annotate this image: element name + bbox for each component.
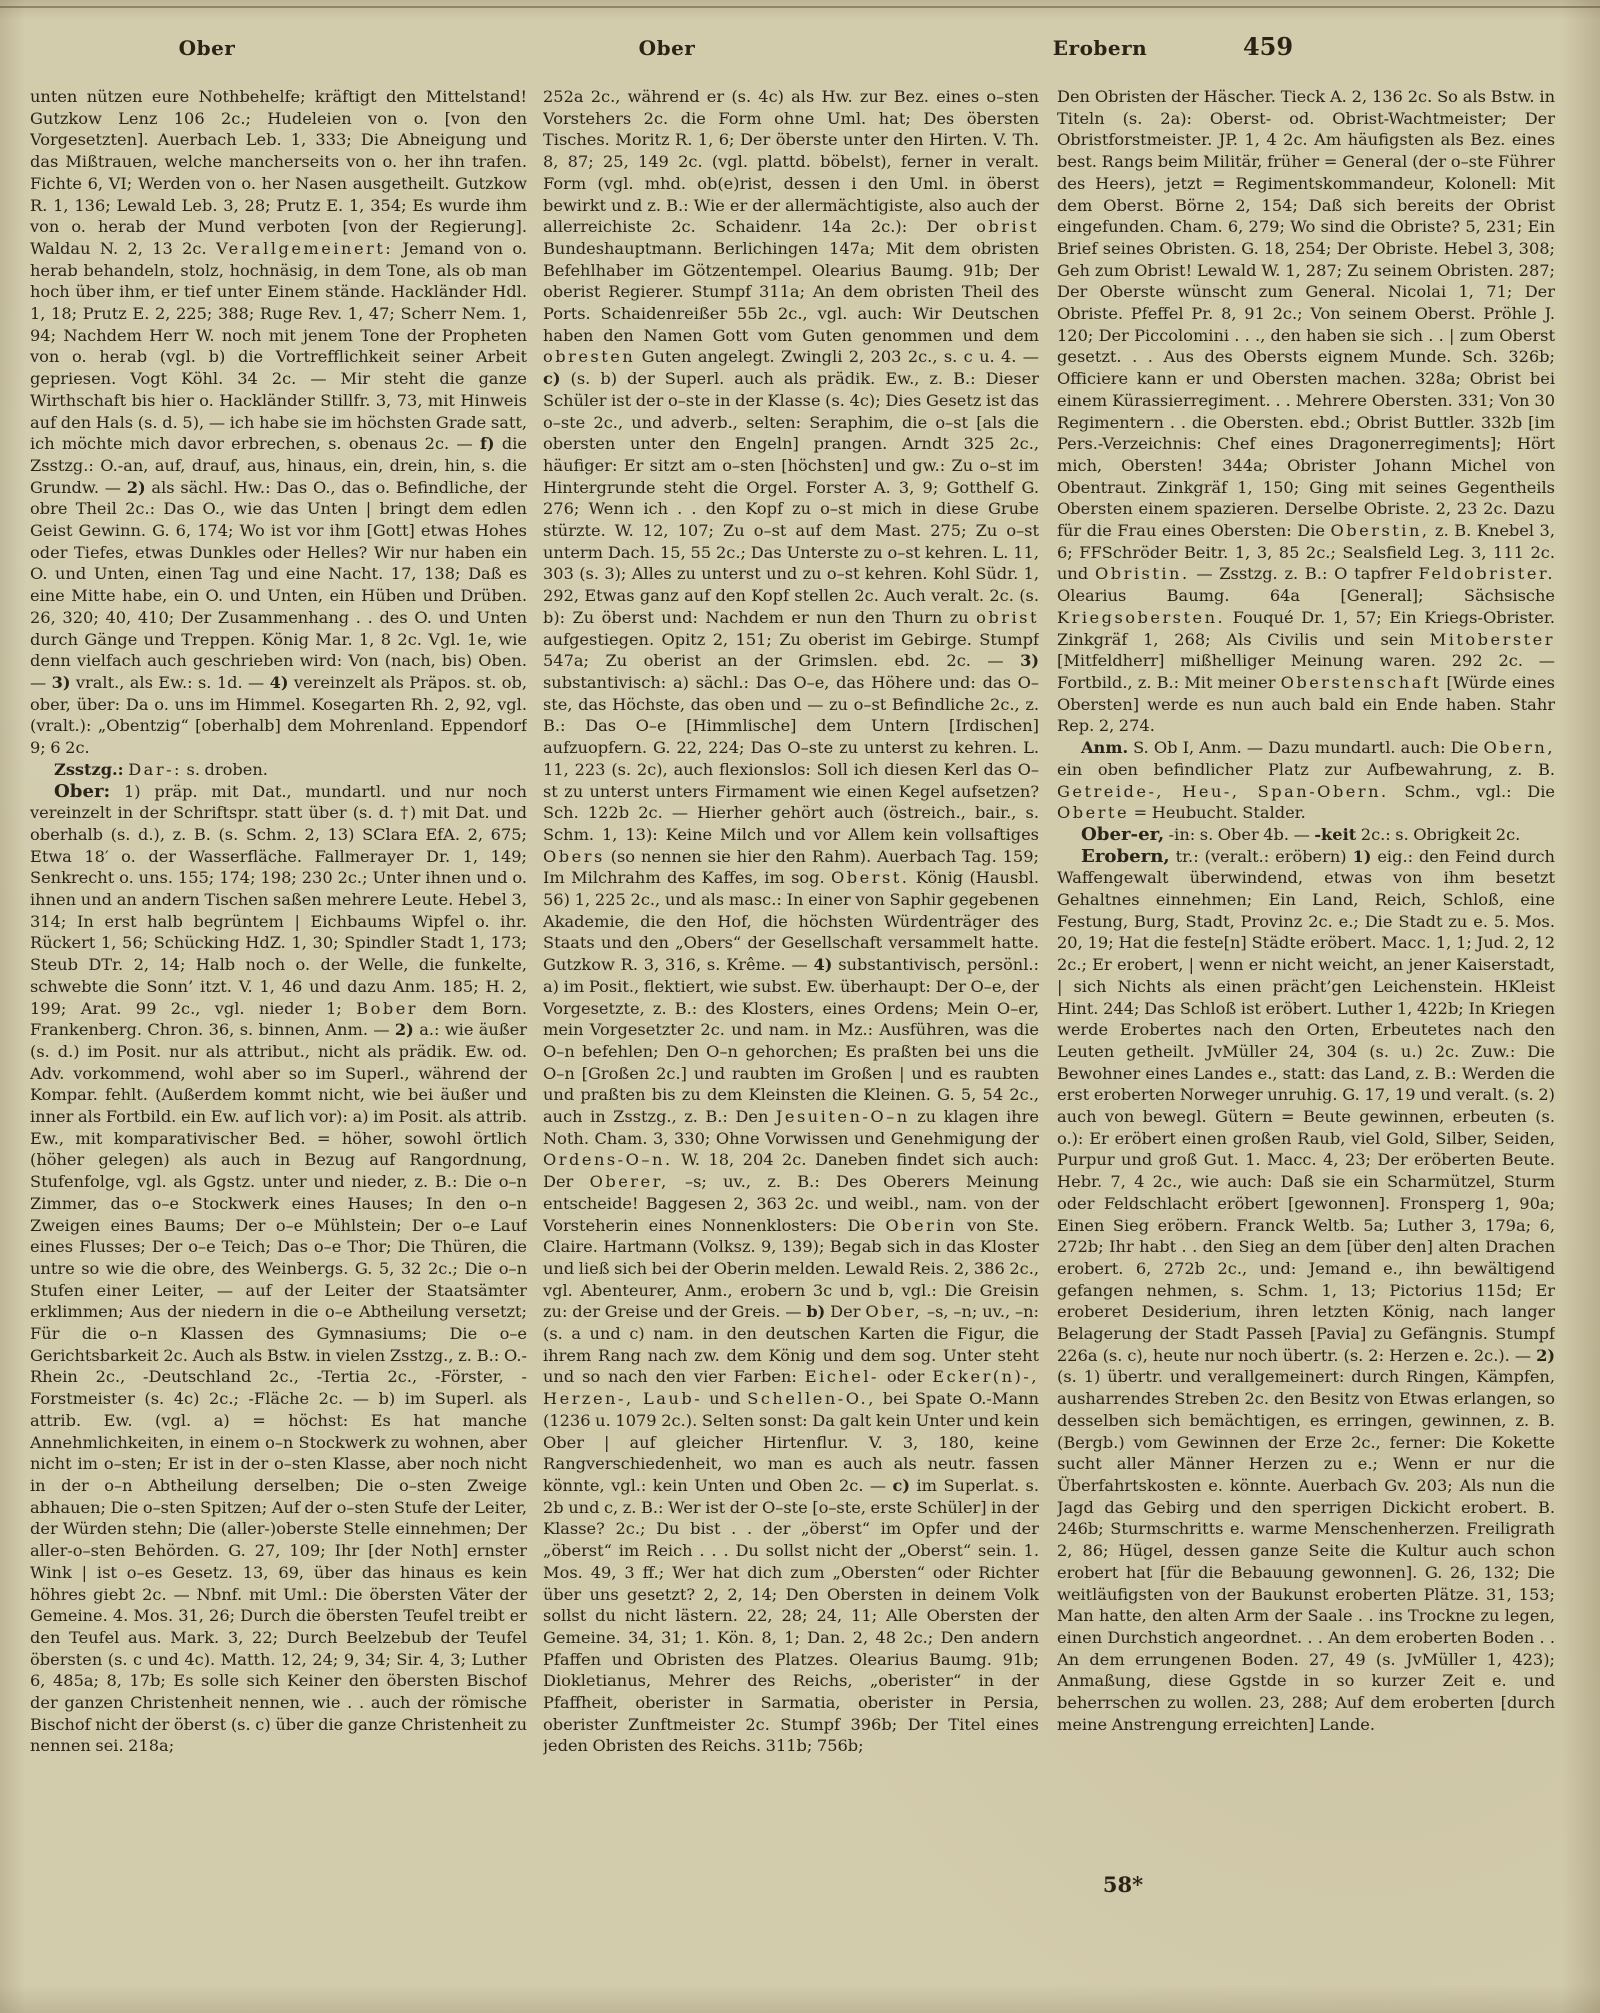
text-segment: tr.: (veralt.: eröbern) — [1169, 846, 1353, 866]
text-segment: Jesuiten-O–n — [775, 1107, 910, 1127]
text-column-1 — [30, 86, 527, 1878]
text-segment: Dar-: — [128, 759, 182, 779]
text-segment: obrist — [976, 217, 1039, 237]
text-segment: Mitoberster — [1429, 629, 1555, 649]
paragraph — [30, 781, 527, 1758]
text-segment: W. 18, 204 2c. Daneben findet sich auch: Der — [543, 1150, 1039, 1192]
text-segment: = Heubucht. Stalder. — [1129, 803, 1306, 823]
text-segment: c) — [892, 1476, 911, 1495]
text-segment: [Mitfeldherr] mißhelliger Meinung waren. 292 2c. — Fortbild., z. B.: Mit meiner — [1057, 651, 1555, 692]
text-segment: Oberstin, — [1330, 521, 1430, 541]
text-segment: substantivisch, persönl.: a) im Posit., flektiert, wie subst. Ew. überhaupt: Der O–e, der Vorgesetzte, z. B.: des Klosters, eines Ordens; Mein O–er, mein Vorgesetzter 2c. und nam. in Mz.: Ausführen, was die O–n befehlen; Den O–n gehorchen; Es praßten bei uns die O–n [Großen 2c.] und raubten im Großen | und es raubten und praßten bis zu dem Kleinsten die Kleinen. G. 5, 54 2c., auch in Zsstzg., z. B.: Den — [543, 955, 1039, 1127]
text-segment: Zsstzg.: — [54, 759, 124, 779]
text-segment: vralt., als Ew.: s. 1d. — — [70, 672, 270, 692]
entry-headword: Ober: — [54, 780, 111, 802]
text-segment: Oberstenschaft — [1280, 672, 1442, 692]
text-segment: Guten angelegt. Zwingli 2, 203 2c., s. c u. 4. — — [635, 347, 1039, 367]
text-segment: Bundeshauptmann. Berlichingen 147a; Mit dem obristen Befehlhaber im Götzentempel. Olearius Baumg. 91b; Der oberist Regierer. Stumpf 311a; An dem obristen Theil des Ports. Schaidenreißer 55b 2c., vgl. auch: Wir Deutschen haben den Namen Gott vom Guten genommen und dem — [543, 238, 1039, 345]
text-segment: unten nützen eure Nothbehelfe; kräftigt den Mittelstand! Gutzkow Lenz 106 2c.; Hudeleien von o. [von den Vorgesetzten]. Auerbach Leb. 1, 333; Die Abneigung und das Mißtrauen, welche mancherseits von o. her ihn trafen. Fichte 6, VI; Werden von o. her Nasen ausgetheilt. Gutzkow R. 1, 136; Lewald Leb. 3, 28; Prutz E. 1, 354; Es wurde ihm von o. herab der Mund verboten [von der Regierung]. Waldau N. 2, 13 2c. — [30, 87, 527, 258]
text-segment: vereinzelt als Präpos. st. ob, ober, über: Da o. uns im Himmel. Kosegarten Rh. 2, 92, vgl. (vralt.): „Obentzig“ [oberhalb] dem Mohrenland. Eppendorf 9; 6 2c. — [30, 672, 527, 758]
paragraph — [543, 86, 1039, 1757]
text-segment: dem Born. Frankenberg. Chron. 36, s. binnen, Anm. — — [30, 998, 527, 1040]
paragraph — [30, 759, 527, 781]
text-segment: obresten — [543, 347, 636, 367]
paragraph — [1057, 86, 1555, 737]
text-segment: aufgestiegen. Opitz 2, 151; Zu oberist im Gebirge. Stumpf 547a; Zu oberist an der Grimslen. ebd. 2c. — — [543, 629, 1039, 671]
scan-top-edge-shadow — [0, 6, 1600, 8]
text-segment: Obers — [543, 846, 605, 866]
text-segment: [Würde eines Obersten] werde es nun auch bald ein Ende haben. Stahr Rep. 2, 274. — [1057, 672, 1555, 736]
text-segment: oder — [879, 1367, 933, 1387]
text-segment: von Ste. Claire. Hartmann (Volksz. 9, 139); Begab sich in das Kloster und ließ sich bei der Oberin melden. Lewald Reis. 2, 386 2c., vgl. Abenteurer, Anm., erobern 3c und b, vgl.: Die Greisin zu: der Greise und der Greis. — — [543, 1215, 1039, 1322]
text-segment: die Zsstzg.: O.-an, auf, drauf, aus, hinaus, ein, drein, hin, s. die Grundw. — — [30, 434, 527, 497]
text-segment: Eichel- — [804, 1367, 879, 1387]
paragraph — [30, 86, 527, 759]
text-segment: eig.: den Feind durch Waffengewalt überwindend, etwas von ihm besetzt Gehaltnes einnehmen; Ein Land, Reich, Schloß, eine Festung, Burg, Stadt, Provinz 2c. e.; Die Stadt zu e. 5. Mos. 20, 19; Hat die feste[n] Städte eröbert. Macc. 1, 1; Jud. 2, 12 2c.; Er erobert, | wenn er nicht weicht, an jener Kaiserstadt, | sich Nichts als einen prächt’gen Leichenstein. HKleist Hint. 244; Das Schloß ist eröbert. Luther 1, 422b; In Kriegen werde Erobertes nach den Orten, Erbeutetes nach den Leuten getheilt. JvMüller 24, 304 (s. u.) 2c. Zuw.: Die Bewohner eines Landes e., statt: das Land, z. B.: Werden die erst eroberten Norweger unruhig. G. 17, 19 und veralt. (s. 2) auch von bewegl. Gütern = Beute gewinnen, erbeuten (s. o.): Er eröbert einen großen Raub, viel Gold, Silber, Seiden, Purpur und groß Gut. 1. Macc. 4, 23; Der eröberten Beute. Hebr. 7, 4 2c., wie auch: Daß sie ein Scharmützel, Sturm oder Feldschlacht eröbert [gewonnen]. Fronsperg 1, 90a; Einen Sieg eröbern. Franck Weltb. 5a; Luther 3, 179a; 6, 272b; Ihr habt . . den Sieg an dem [über den] alten Drachen erobert. 6, 272b 2c., und: Jemand e., ihn bewältigend gefangen nehmen, s. Schm. 1, 13; Pictorius 115d; Er eroberet Desiderium, ihren letzten König, nach langer Belagerung der Stadt Passeh [Pavia] zu Gefängnis. Stumpf 226a (s. c), heute nur noch übertr. (s. 2: Herzen e. 2c.). — — [1057, 846, 1555, 1365]
text-segment: 2c.: s. Obrigkeit 2c. — [1356, 824, 1521, 844]
text-segment: Ordens-O–n. — [543, 1150, 673, 1170]
paragraph — [1057, 824, 1555, 846]
text-segment: Fouqué Dr. 1, 57; Ein Kriegs-Obrister. Zinkgräf 1, 268; Als Civilis und sein — [1057, 607, 1555, 649]
text-segment: Feldobrister. — [1418, 564, 1555, 584]
running-head-left: Ober — [178, 36, 236, 60]
text-segment: s. droben. — [182, 759, 268, 779]
page-number: 459 — [1242, 32, 1294, 61]
text-segment: Oberte — [1057, 803, 1130, 823]
text-segment: a.: wie äußer (s. d.) im Posit. nur als attribut., nicht als prädik. Ew. od. Adv. vorkommend, wohl aber so im Superl., während der Kompar. fehlt. (Außerdem kommt nicht, wie bei äußer und inner als Fortbild. ein Ew. auf lich vor): a) im Posit. als attrib. Ew., mit komparativischer Bed. = höher, sowohl örtlich (höher gelegen) als auch in Bezug auf Rangordnung, Stufenfolge, vgl. als Ggstz. unter und nieder, z. B.: Die o–n Zimmer, das o–e Stockwerk eines Hauses; In den o–n Zweigen eines Baums; Der o–e Mühlstein; Der o–e Lauf eines Flusses; Der o–e Teich; Das o–e Thor; Die Thüren, die untre so wie die obre, des Weinbergs. G. 5, 32 2c.; Die o–n Stufen einer Leiter, — auf der Leiter der Staatsämter erklimmen; Aus der niedern in die o–e Abtheilung versetzt; Für die o–n Klassen des Gymnasiums; Die o–e Gerichtsbarkeit 2c. Auch als Bstw. in vielen Zsstzg., z. B.: O.-Rhein 2c., -Deutschland 2c., -Tertia 2c., -Förster, -Forstmeister (s. 4c) 2c.; -Fläche 2c. — b) im Superl. als attrib. Ew. (vgl. a) = höchst: Es hat manche Annehmlichkeiten, in einem o–n Stockwerk zu wohnen, aber nicht im o–sten; Er ist in der o–sten Klasse, aber noch nicht in der o–n Abtheilung derselben; Die o–sten Zweige abhauen; Die o–sten Spitzen; Auf der o–sten Stufe der Leiter, der Würden stehn; Die (aller-)oberste Stelle einnehmen; Der aller-o–sten Behörden. G. 27, 109; Ihr [der Noth] ernster Wink | ist o–es Gesetz. 13, 69, über das hinaus es kein höhres giebt 2c. — Nbnf. mit Uml.: Die öbersten Väter der Gemeine. 4. Mos. 31, 26; Durch die öbersten Teufel treibt er den Teufel aus. Mark. 3, 22; Durch Beelzebub der Teufel öbersten (s. c und 4c). Matth. 12, 24; 9, 34; Sir. 4, 3; Luther 6, 485a; 8, 17b; Es solle sich Keiner den öbersten Bischof der ganzen Christenheit nennen, wie . . auch der römische Bischof nicht der öberst (s. c) über die ganze Christenheit zu nennen sei. 218a; — [30, 1020, 527, 1756]
text-column-3 — [1057, 86, 1555, 1878]
text-segment: Bober — [356, 998, 419, 1018]
running-head-center: Ober — [638, 36, 696, 60]
text-segment: als sächl. Hw.: Das O., das o. Befindliche, der obre Theil 2c.: Das O., wie das Unten | bringt dem edlen Geist Gewinn. G. 6, 174; Wo ist vor ihm [Gott] etwas Hohes oder Tiefes, etwas Dunkles oder Helles? Wir nur haben ein O. und Unten, einen Tag und eine Nacht. 17, 138; Daß es eine Mitte habe, ein O. und Unten, ein Hüben und Drüben. 26, 320; 40, 410; Der Zusammenhang . . des O. und Unten durch Gänge und Treppen. König Mar. 1, 8 2c. Vgl. 1e, wie denn vielfach auch geschrieben wird: Von (nach, bis) Oben. — — [30, 477, 527, 692]
paragraph — [1057, 846, 1555, 1736]
text-segment: 1) präp. mit Dat., mundartl. und nur noch vereinzelt in der Schriftspr. statt über (s. d. †) mit Dat. und oberhalb (s. d.), z. B. (s. Schm. 2, 13) SClara EfA. 2, 675; Etwa 18′ o. der Wasserfläche. Fallmerayer Dr. 1, 149; Senkrecht o. uns. 155; 174; 198; 230 2c.; Unter ihnen und o. ihnen und an andern Tischen saßen mehrere Leute. Hebel 3, 314; In erst halb begrüntem | Eichbaums Wipfel o. ihr. Rückert 1, 56; Schücking HdZ. 1, 30; Spindler Stadt 1, 173; Steub DTr. 2, 14; Halb noch o. der Welle, die funkelte, schwebte die Sonn’ itzt. V. 1, 46 und dazu Anm. 185; H. 2, 199; Arat. 99 2c., vgl. nieder 1; — [30, 781, 527, 1018]
text-segment: Der — [825, 1302, 866, 1322]
text-segment: substantivisch: a) sächl.: Das O–e, das Höhere und: das O–ste, das Höchste, das oben und — zu o–st Befindliche 2c., z. B.: Das O–e [Himmlische] dem Untern [Irdischen] aufzuopfern. G. 22, 224; Das O–ste zu unterst zu kehren. L. 11, 223 (s. 2c), auch flexionslos: Soll ich diesen Kerl das O–st zu unterst unters Firmament wie einen Kegel aufsetzen? Sch. 122b 2c. — Hierher gehört auch (östreich., bair., s. Schm. 1, 13): Keine Milch und vor Allem kein vollsaftiges — [543, 672, 1039, 844]
text-segment: 1) — [1352, 846, 1372, 866]
text-segment: -in: s. Ober 4b. — — [1164, 824, 1315, 844]
text-segment: im Superlat. s. 2b und c, z. B.: Wer ist der O–ste [o–ste, erste Schüler] in der Klasse? 2c.; Du bist . . der „öberst“ im Opfer und der „öberst“ im Reich . . . Du sollst nicht der „Oberst“ sein. 1. Mos. 49, 3 ff.; Wer hat dich zum „Obersten“ oder Richter über uns gesetzt? 2, 2, 14; Den Obersten in deinem Volk sollst du nicht lästern. 22, 28; 24, 11; Alle Obersten der Gemeine. 34, 31; 1. Kön. 8, 1; Dan. 2, 48 2c.; Den andern Pfaffen und Obristen des Platzes. Olearius Baumg. 91b; Diokletianus, Mehrer des Reichs, „oberister“ in der Pfaffheit, oberister in Sarmatia, oberister in Persia, oberister Zunftmeister 2c. Stumpf 396b; Der Titel eines jeden Obristen des Reichs. 311b; 756b; — [543, 1476, 1039, 1756]
text-segment: 2) — [126, 477, 146, 497]
text-column-2 — [543, 86, 1039, 1878]
text-segment: Getreide-, Heu-, Span-Obern. — [1057, 781, 1389, 801]
paragraph — [1057, 737, 1555, 824]
text-segment: -keit — [1314, 824, 1357, 844]
text-segment: Verallgemeinert: — [215, 238, 394, 258]
entry-headword: Erobern, — [1081, 845, 1170, 867]
text-segment: Schellen-O., — [747, 1389, 876, 1409]
text-segment: ein oben befindlicher Platz zur Aufbewahrung, z. B. — [1057, 759, 1555, 779]
text-segment: f) — [479, 434, 495, 454]
text-segment: Ecker(n)-, Herzen-, Laub- — [543, 1367, 1039, 1409]
text-segment: 4) — [813, 955, 833, 975]
text-segment: Ober, — [865, 1302, 923, 1322]
text-segment: 4) — [269, 672, 289, 692]
text-segment: und — [702, 1389, 748, 1409]
text-segment: Olearius Baumg. 64a [General]; Sächsische — [1057, 586, 1555, 606]
text-segment: zu klagen ihre Noth. Cham. 3, 330; Ohne Vorwissen und Genehmigung der — [543, 1107, 1039, 1148]
text-segment: c) — [543, 369, 561, 389]
running-head-right: Erobern — [1052, 36, 1148, 60]
text-segment: Den Obristen der Häscher. Tieck A. 2, 136 2c. So als Bstw. in Titeln (s. 2a): Oberst- od. Obrist-Wachtmeister; Der Obristforstmeister. JP. 1, 4 2c. Am häufigsten als Bez. eines best. Rangs beim Militär, früher = General (der o–ste Führer des Heers), jetzt = Regimentskommandeur, Kolonell: Mit dem Oberst. Börne 2, 154; Daß sich bereits der Obrist eingefunden. Cham. 6, 279; Wo sind die Obriste? 5, 231; Ein Brief seines Obristen. G. 18, 254; Der Obriste. Hebel 3, 308; Geh zum Obrist! Lewald W. 1, 287; Zu seinem Obristen. 287; Der Oberste wünscht zum General. Nicolai 1, 71; Der Obriste. Pfeffel Pr. 8, 91 2c.; Von seinem Oberst. Pröhle J. 120; Der Piccolomini . . ., den haben sie sich . . | zum Oberst gesetzt. . . Aus des Obersts eignem Munde. Sch. 326b; Officiere kann er und Obersten machen. 328a; Obrist bei einem Kürassierregiment. . . Mehrere Obersten. 331; Von 30 Regimentern . . die Obersten. ebd.; Obrist Buttler. 332b [im Pers.-Verzeichnis: Chef eines Dragonerregiments]; Hört mich, Obersten! 344a; Obrister Johann Michel von Obentraut. Zinkgräf 1, 150; Ging mit seines Gegentheils Obersten einem spazieren. Derselbe Obriste. 2, 23 2c. Dazu für die Frau eines Obersten: Die — [1057, 87, 1555, 541]
text-segment: S. Ob I, Anm. — Dazu mundartl. auch: Die — [1128, 738, 1484, 758]
text-segment: –s; uv., z. B.: Des Oberers Meinung entscheide! Baggesen 2, 363 2c. und weibl., nam. von der Vorsteherin eines Nonnenklosters: Die — [543, 1172, 1039, 1235]
text-segment: (s. 1) übertr. und verallgemeinert: durch Ringen, Kämpfen, ausharrendes Streben 2c. den Besitz von Etwas erlangen, so desselben sich bemächtigen, es erringen, gewinnen, z. B. (Bergb.) vom Gewinnen der Erze 2c., ferner: Die Kokette sucht aller Männer Herzen zu e.; Wenn er nur die Überfahrtskosten e. könnte. Auerbach Gv. 203; Als nun die Jagd das Gebirg und den sperrigen Dickicht erobert. B. 246b; Sturmschritts e. warme Menschenherzen. Freiligrath 2, 86; Hügel, dessen ganze Seite die Kultur auch schon erobert hat [für die Bebauung gewonnen]. G. 26, 132; Die weitläufigsten von der Baukunst eroberten Plätze. 31, 153; Man hatte, den alten Arm der Saale . . ins Trockne zu legen, einen Durchstich angeordnet. . . An dem eroberten Boden . . An dem errungenen Boden. 27, 49 (s. JvMüller 1, 423); Anmaßung, diese Ggstde in so kurzer Zeit e. und beherrschen zu wollen. 23, 288; Auf dem eroberten [durch meine Anstrengung erreichten] Lande. — [1057, 1367, 1555, 1734]
text-segment: Oberer, — [589, 1172, 669, 1192]
text-segment: 252a 2c., während er (s. 4c) als Hw. zur Bez. eines o–sten Vorstehers 2c. die Form ohne Uml. hat; Des öbersten Tisches. Moritz R. 1, 6; Der öberste unter den Hirten. V. Th. 8, 87; 25, 149 2c. (vgl. plattd. böbelst), ferner in veralt. Form (vgl. mhd. ob(e)rist, dessen i den Uml. in öberst bewirkt und z. B.: Wie er der allermächtigiste, also auch der allerreichiste 2c. Schaidenr. 14a 2c.): Der — [543, 87, 1039, 237]
text-segment: 3) — [51, 672, 71, 692]
text-segment: Kriegsobersten. — [1057, 607, 1226, 627]
text-segment: b) — [806, 1302, 826, 1322]
text-segment: König (Hausbl. 56) 1, 225 2c., und als masc.: In einer von Saphir gegebenen Akademie, die den Hof, die höchsten Würdenträger des Staats und den „Obers“ der Gesellschaft versammelt hatte. Gutzkow R. 3, 316, s. Krême. — — [543, 868, 1039, 975]
text-segment: –s, –n; uv., –n: (s. a und c) nam. in den deutschen Karten die Figur, die ihrem Rang nach zw. dem König und dem sog. Unter steht und so nach den vier Farben: — [543, 1302, 1039, 1387]
text-segment: obrist — [976, 607, 1039, 627]
text-segment: (s. b) der Superl. auch als prädik. Ew., z. B.: Dieser Schüler ist der o–ste in der Klasse (s. 4c); Dies Gesetz ist das o–ste 2c., und adverb., selten: Seraphim, die o–st [als die obersten unter den Engeln] prangen. Arndt 325 2c., häufiger: Er sitzt am o–sten [höchsten] und gw.: Zu o–st im Hintergrunde steht die Orgel. Forster A. 3, 9; Gotthelf G. 276; Wenn ich . . den Kopf zu o–st mich in diese Grube stürzte. W. 12, 107; Zu o–st auf dem Mast. 275; Zu o–st unterm Dach. 15, 55 2c.; Das Unterste zu o–st kehren. L. 11, 303 (s. 3); Alles zu unterst und zu o–st kehren. Kohl Südr. 1, 292, Etwas ganz auf den Kopf stellen 2c. Auch veralt. 2c. (s. b): Zu öberst und: Nachdem er nun den Thurn zu — [543, 369, 1039, 627]
text-segment: — Zsstzg. z. B.: O tapfrer — [1189, 564, 1419, 584]
text-segment: Oberin — [885, 1215, 957, 1235]
text-segment: bei Spate O.-Mann (1236 u. 1079 2c.). Selten sonst: Da galt kein Unter und kein Ober | auf gleicher Hirtenflur. V. 3, 180, keine Rangverschiedenheit, wo man es auch als neutr. fassen könnte, vgl.: kein Unten und Oben 2c. — — [543, 1389, 1039, 1495]
entry-headword: Ober-er, — [1081, 823, 1165, 845]
signature-mark: 58* — [1102, 1872, 1144, 1897]
text-segment: Jemand von o. herab behandeln, stolz, hochnäsig, in dem Tone, als ob man hoch über ihm, er tief unter Einem stände. Hackländer Hdl. 1, 18; Prutz E. 2, 225; 388; Ruge Rev. 1, 47; Scherr Nem. 1, 94; Nachdem Herr W. noch mit jenem Tone der Propheten von o. herab (vgl. b) die Vortrefflichkeit seiner Arbeit gepriesen. Vogt Köhl. 34 2c. — Mir steht die ganze Wirthschaft bis hier o. Hackländer Stillfr. 3, 73, mit Hinweis auf den Hals (s. d. 5), — ich habe sie im höchsten Grade satt, ich möchte mich davor erbrechen, s. obenaus 2c. — — [30, 238, 527, 454]
text-segment: 3) — [1020, 651, 1039, 671]
text-segment: Oberst. — [831, 868, 910, 888]
text-segment: z. B. Knebel 3, 6; FFSchröder Beitr. 1, 3, 85 2c.; Sealsfield Leg. 3, 111 2c. und — [1057, 521, 1555, 584]
text-segment: (so nennen sie hier den Rahm). Auerbach Tag. 159; Im Milchrahm des Kaffes, im sog. — [543, 846, 1039, 888]
text-segment: 2) — [1536, 1345, 1555, 1365]
text-segment: Obristin. — [1094, 564, 1190, 584]
text-segment: Schm., vgl.: Die — [1388, 781, 1555, 801]
text-segment: Obern, — [1483, 738, 1555, 758]
text-segment: Anm. — [1081, 738, 1129, 758]
text-segment: 2) — [394, 1020, 414, 1040]
